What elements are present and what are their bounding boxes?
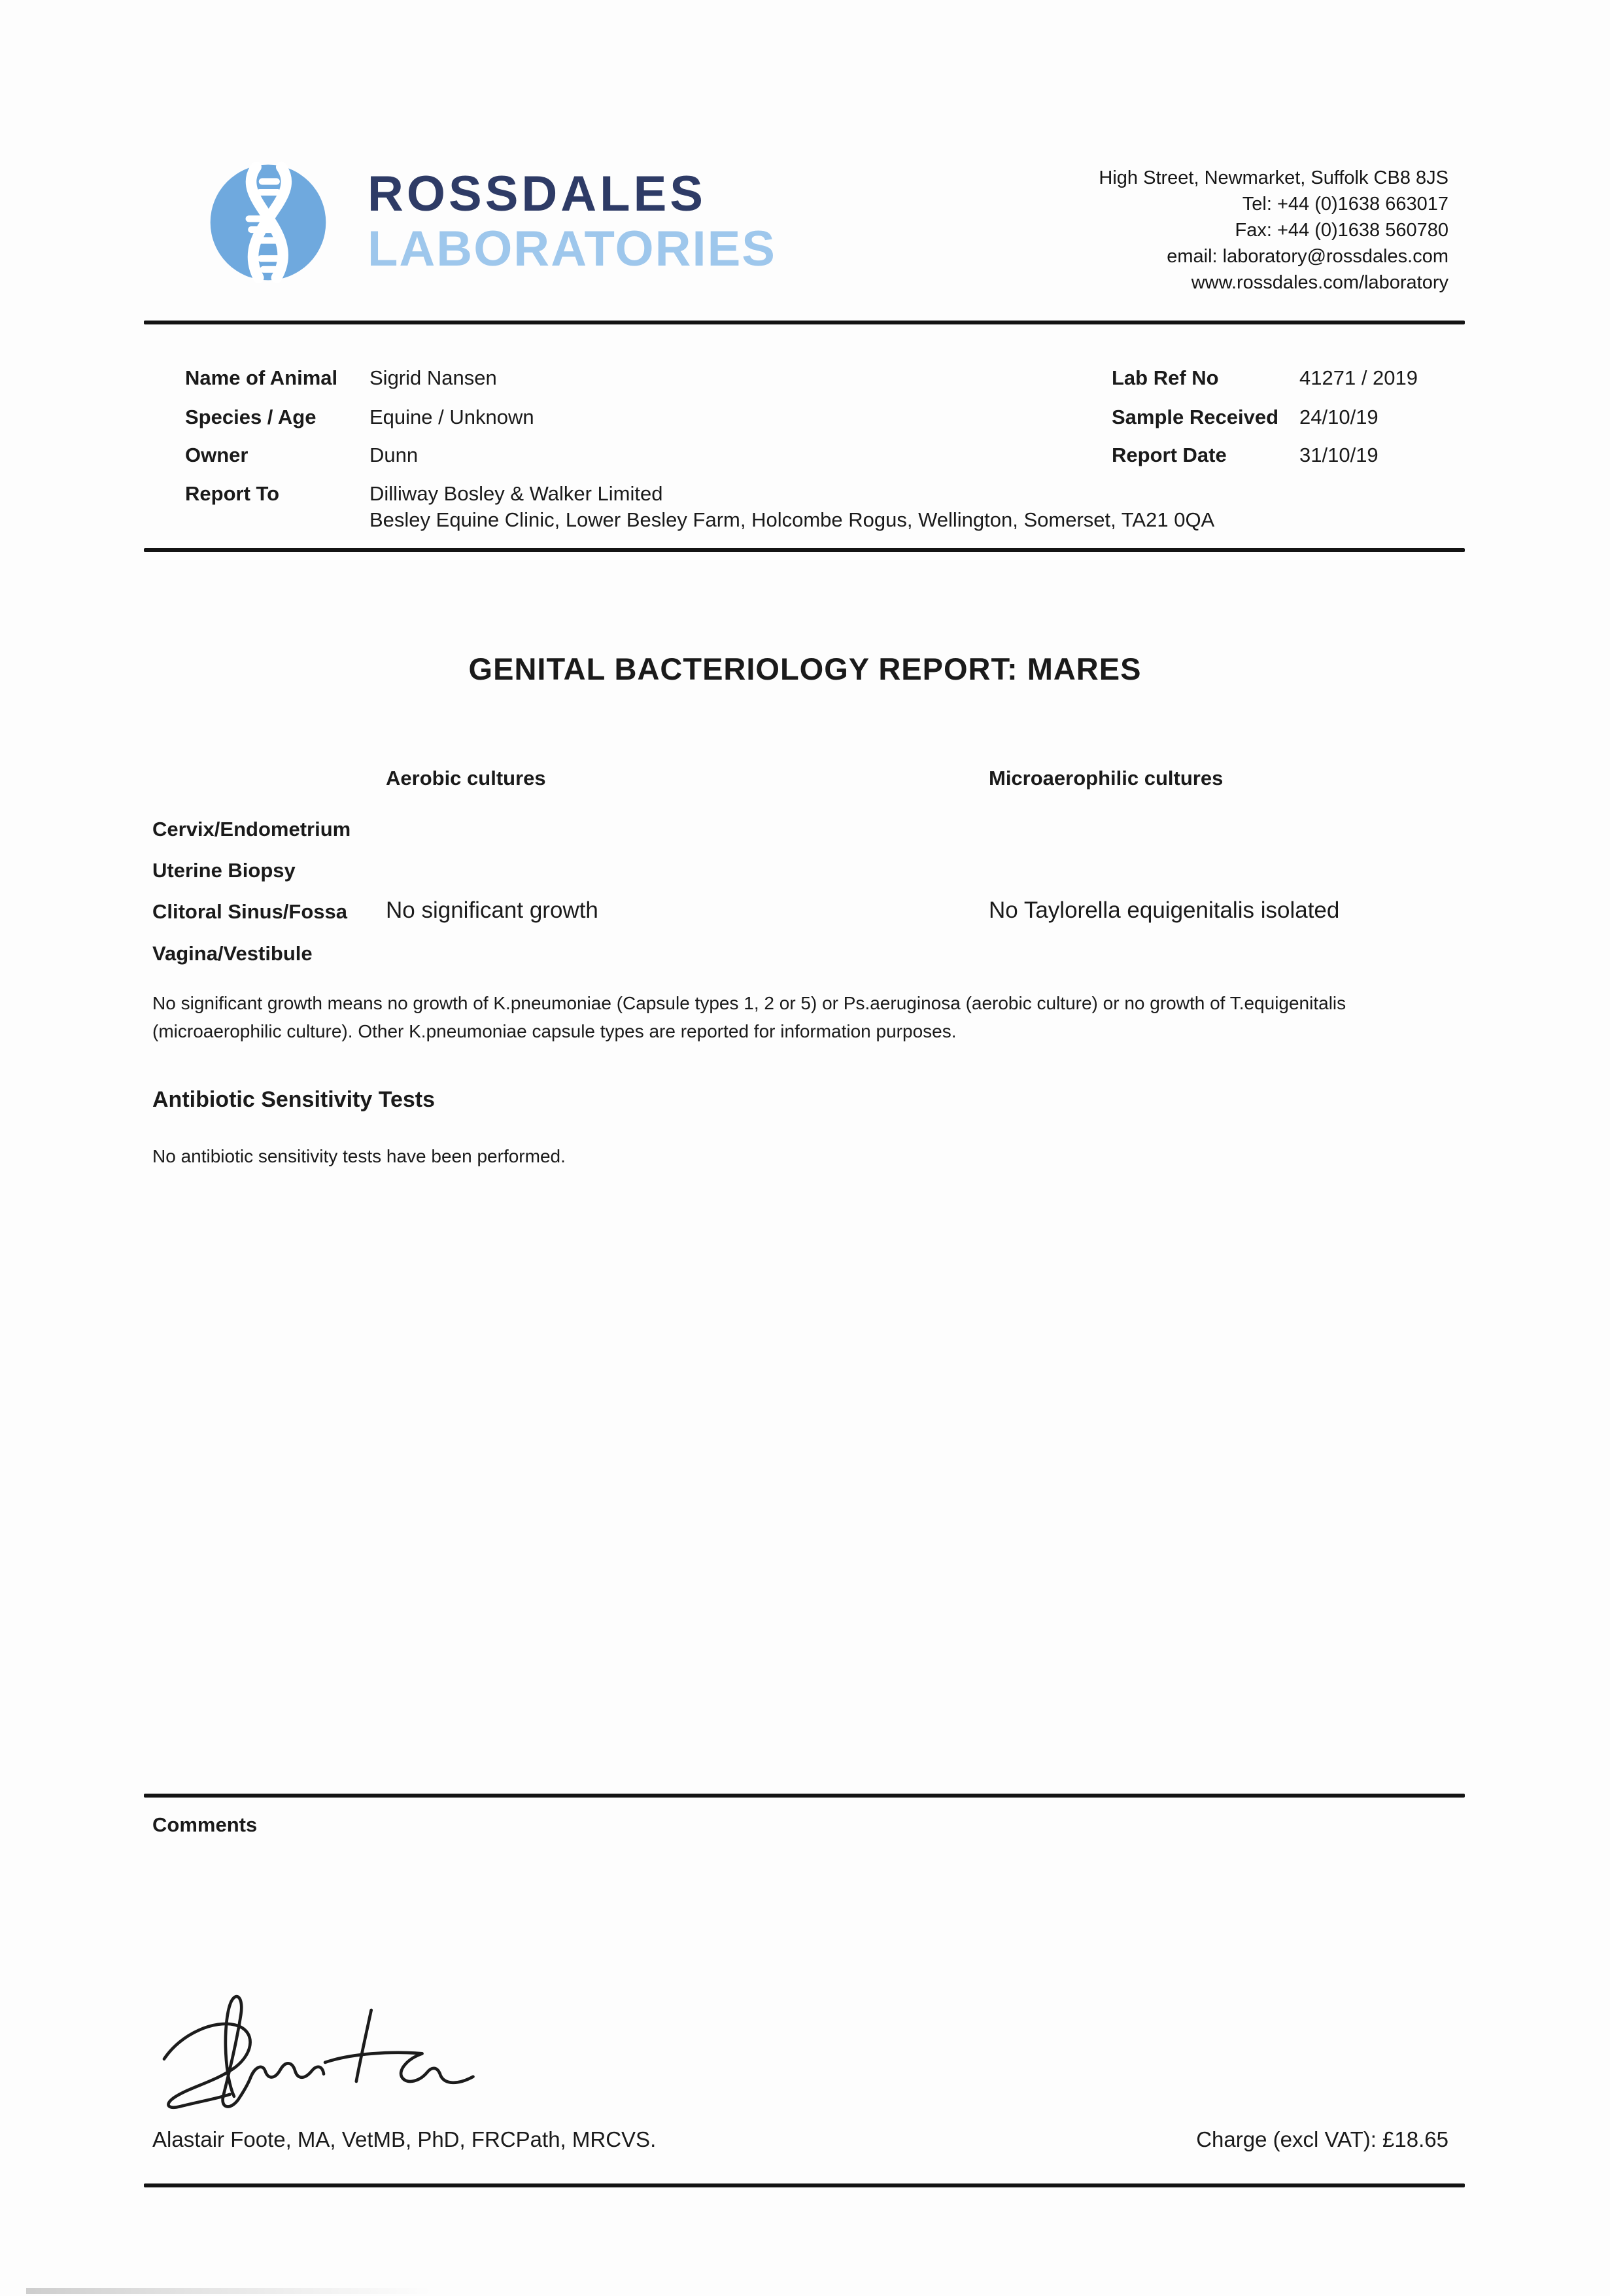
header-divider [144,321,1465,324]
microaerophilic-result: No Taylorella equigenitalis isolated [989,897,1340,923]
field-value-species-age: Equine / Unknown [369,406,534,428]
dna-icon [208,161,328,284]
column-header-microaerophilic: Microaerophilic cultures [989,767,1224,790]
details-divider [144,548,1465,552]
aerobic-result: No significant growth [386,897,598,923]
brand-name: ROSSDALES [368,166,706,222]
field-label-report-to: Report To [185,482,280,505]
field-label-species-age: Species / Age [185,406,317,428]
field-value-owner: Dunn [369,444,419,466]
signature-image [147,1989,500,2123]
field-label-name-of-animal: Name of Animal [185,366,338,389]
row-label-uterine-biopsy: Uterine Biopsy [152,859,296,882]
field-value-name-of-animal: Sigrid Nansen [369,366,497,389]
sensitivity-body: No antibiotic sensitivity tests have been performed. [152,1146,566,1166]
sensitivity-heading: Antibiotic Sensitivity Tests [152,1087,436,1112]
field-label-sample-received: Sample Received [1112,406,1279,428]
contact-address: High Street, Newmarket, Suffolk CB8 8JS [1099,167,1448,188]
field-value-sample-received: 24/10/19 [1299,406,1379,428]
contact-fax: Fax: +44 (0)1638 560780 [1235,220,1448,241]
row-label-cervix-endometrium: Cervix/Endometrium [152,818,351,841]
field-value-report-to-line2: Besley Equine Clinic, Lower Besley Farm, Holcombe Rogus, Wellington, Somerset, TA21 0QA [369,508,1215,531]
comments-heading: Comments [152,1813,258,1836]
field-label-lab-ref-no: Lab Ref No [1112,366,1219,389]
signatory-name: Alastair Foote, MA, VetMB, PhD, FRCPath, MRCVS. [152,2127,657,2151]
column-header-aerobic: Aerobic cultures [386,767,546,790]
field-value-report-to-line1: Dilliway Bosley & Walker Limited [369,482,663,505]
comments-divider [144,1794,1465,1798]
brand-wordmark [368,166,776,277]
growth-note: No significant growth means no growth of K.pneumoniae (Capsule types 1, 2 or 5) or Ps.aeruginosa (aerobic culture) or no growth of T.equigenitalis (microaerophilic culture). Other K.pneumoniae capsule types are reported for information purposes. [152,993,1346,1041]
row-label-vagina-vestibule: Vagina/Vestibule [152,942,313,965]
contact-tel: Tel: +44 (0)1638 663017 [1242,194,1448,215]
field-label-owner: Owner [185,444,248,466]
contact-web: www.rossdales.com/laboratory [1191,272,1448,293]
scan-artifact [26,2288,432,2294]
field-value-report-date: 31/10/19 [1299,444,1379,466]
contact-email: email: laboratory@rossdales.com [1167,246,1448,267]
footer-divider [144,2183,1465,2187]
page-title: GENITAL BACTERIOLOGY REPORT: MARES [468,652,1142,686]
field-label-report-date: Report Date [1112,444,1227,466]
row-label-clitoral-sinus-fossa: Clitoral Sinus/Fossa [152,900,348,923]
field-value-lab-ref-no: 41271 / 2019 [1299,366,1418,389]
charge-amount: Charge (excl VAT): £18.65 [1196,2127,1448,2151]
contact-block [1099,165,1448,296]
brand-subname: LABORATORIES [368,220,776,277]
